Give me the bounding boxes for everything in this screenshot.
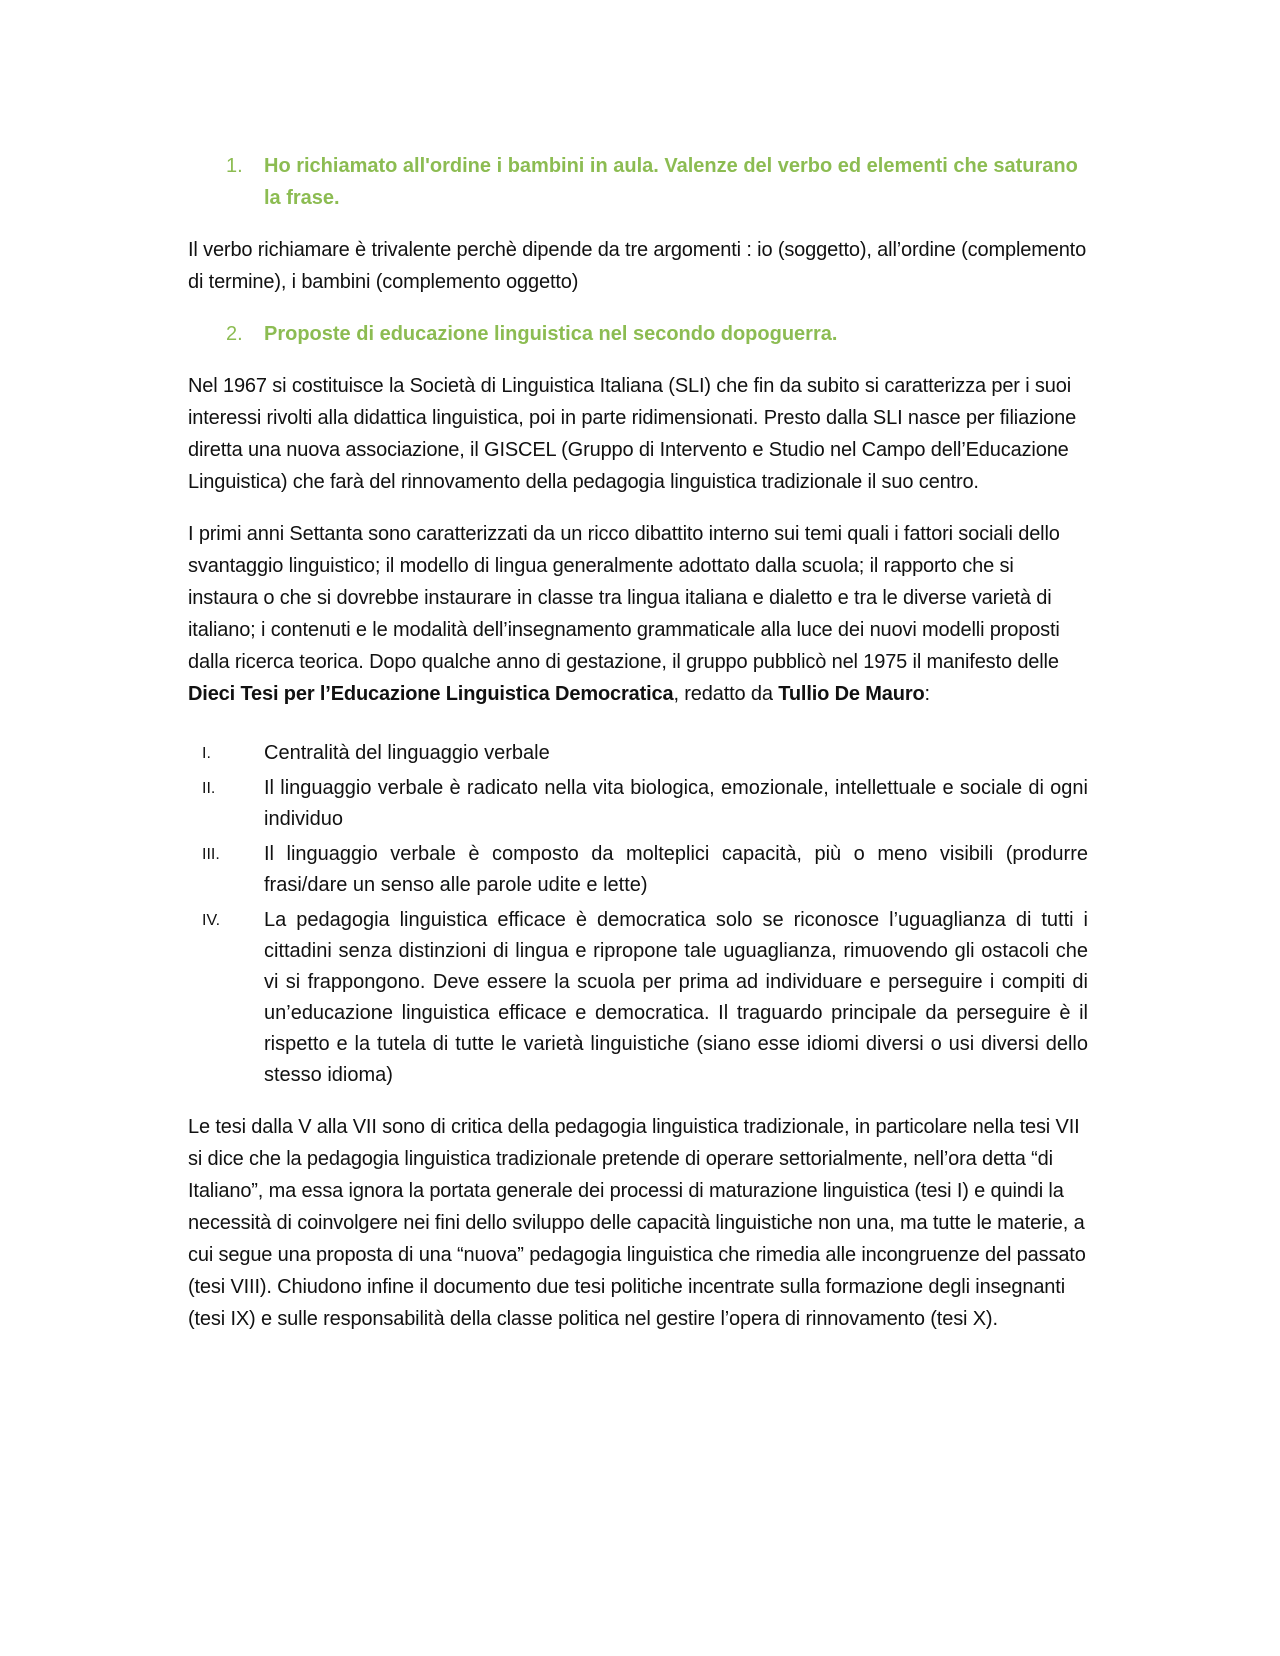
list-item bbox=[188, 905, 1088, 1091]
section-heading-1 bbox=[188, 150, 1088, 214]
section-title-1: Ho richiamato all'ordine i bambini in aula. Valenze del verbo ed elementi che saturano la frase. bbox=[264, 155, 1078, 209]
author-name: Tullio De Mauro bbox=[778, 683, 925, 705]
theses-list bbox=[188, 738, 1088, 1091]
thesis-text: Il linguaggio verbale è radicato nella vita biologica, emozionale, intellettuale e sociale di ogni individuo bbox=[264, 777, 1088, 830]
section-number-1: 1. bbox=[226, 155, 243, 177]
thesis-number: II. bbox=[202, 780, 216, 797]
paragraph-seventies-end: : bbox=[924, 683, 930, 705]
paragraph-seventies-mid: , redatto da bbox=[673, 683, 779, 705]
paragraph-sli-giscel: Nel 1967 si costituisce la Società di Linguistica Italiana (SLI) che fin da subito si caratterizza per i suoi interessi rivolti alla didattica linguistica, poi in parte ridimensionati. Presto dalla SLI nasce per filiazione diretta una nuova associazione, il GISCEL (Gruppo di Intervento e Studio nel Campo dell’Educazione Linguistica) che farà del rinnovamento della pedagogia linguistica tradizionale il suo centro. bbox=[188, 375, 1077, 493]
thesis-text: Il linguaggio verbale è composto da molteplici capacità, più o meno visibili (produrre frasi/dare un senso alle parole udite e lette) bbox=[264, 843, 1088, 896]
paragraph-seventies-text: I primi anni Settanta sono caratterizzati da un ricco dibattito interno sui temi quali i fattori sociali dello svantaggio linguistico; il modello di lingua generalmente adottato dalla scuola; il rapporto che si instaura o che si dovrebbe instaurare in classe tra lingua italiana e dialetto e tra le diverse varietà di italiano; i contenuti e le modalità dell’insegnamento grammaticale alla luce dei nuovi modelli proposti dalla ricerca teorica. Dopo qualche anno di gestazione, il gruppo pubblicò nel 1975 il manifesto delle bbox=[188, 523, 1060, 673]
thesis-text: Centralità del linguaggio verbale bbox=[264, 742, 550, 764]
paragraph-seventies-debate bbox=[188, 518, 1088, 710]
list-item bbox=[188, 738, 1088, 769]
paragraph-theses-summary: Le tesi dalla V alla VII sono di critica della pedagogia linguistica tradizionale, in particolare nella tesi VII si dice che la pedagogia linguistica tradizionale pretende di operare settorialmente, nell’ora detta “di Italiano”, ma essa ignora la portata generale dei processi di maturazione linguistica (tesi I) e quindi la necessità di coinvolgere nei fini dello sviluppo delle capacità linguistiche non una, ma tutte le materie, a cui segue una proposta di una “nuova” pedagogia linguistica che rimedia alle incongruenze del passato (tesi VIII). Chiudono infine il documento due tesi politiche incentrate sulla formazione degli insegnanti (tesi IX) e sulle responsabilità della classe politica nel gestire l’opera di rinnovamento (tesi X). bbox=[188, 1116, 1086, 1330]
list-item bbox=[188, 773, 1088, 835]
thesis-text: La pedagogia linguistica efficace è democratica solo se riconosce l’uguaglianza di tutti i cittadini senza distinzioni di lingua e ripropone tale uguaglianza, rimuovendo gli ostacoli che vi si frappongono. Deve essere la scuola per prima ad individuare e perseguire i compiti di un’educazione linguistica efficace e democratica. Il traguardo principale da perseguire è il rispetto e la tutela di tutte le varietà linguistiche (siano esse idiomi diversi o usi diversi dello stesso idioma) bbox=[264, 909, 1088, 1086]
paragraph-verb-valence: Il verbo richiamare è trivalente perchè dipende da tre argomenti : io (soggetto), all’ordine (complemento di termine), i bambini (complemento oggetto) bbox=[188, 239, 1087, 293]
section-heading-2 bbox=[188, 318, 1088, 350]
thesis-number: III. bbox=[202, 846, 220, 863]
thesis-number: IV. bbox=[202, 912, 221, 929]
thesis-number: I. bbox=[202, 745, 211, 762]
section-number-2: 2. bbox=[226, 323, 243, 345]
section-title-2: Proposte di educazione linguistica nel secondo dopoguerra. bbox=[264, 323, 838, 345]
list-item bbox=[188, 839, 1088, 901]
manifesto-title: Dieci Tesi per l’Educazione Linguistica Democratica bbox=[188, 683, 674, 705]
